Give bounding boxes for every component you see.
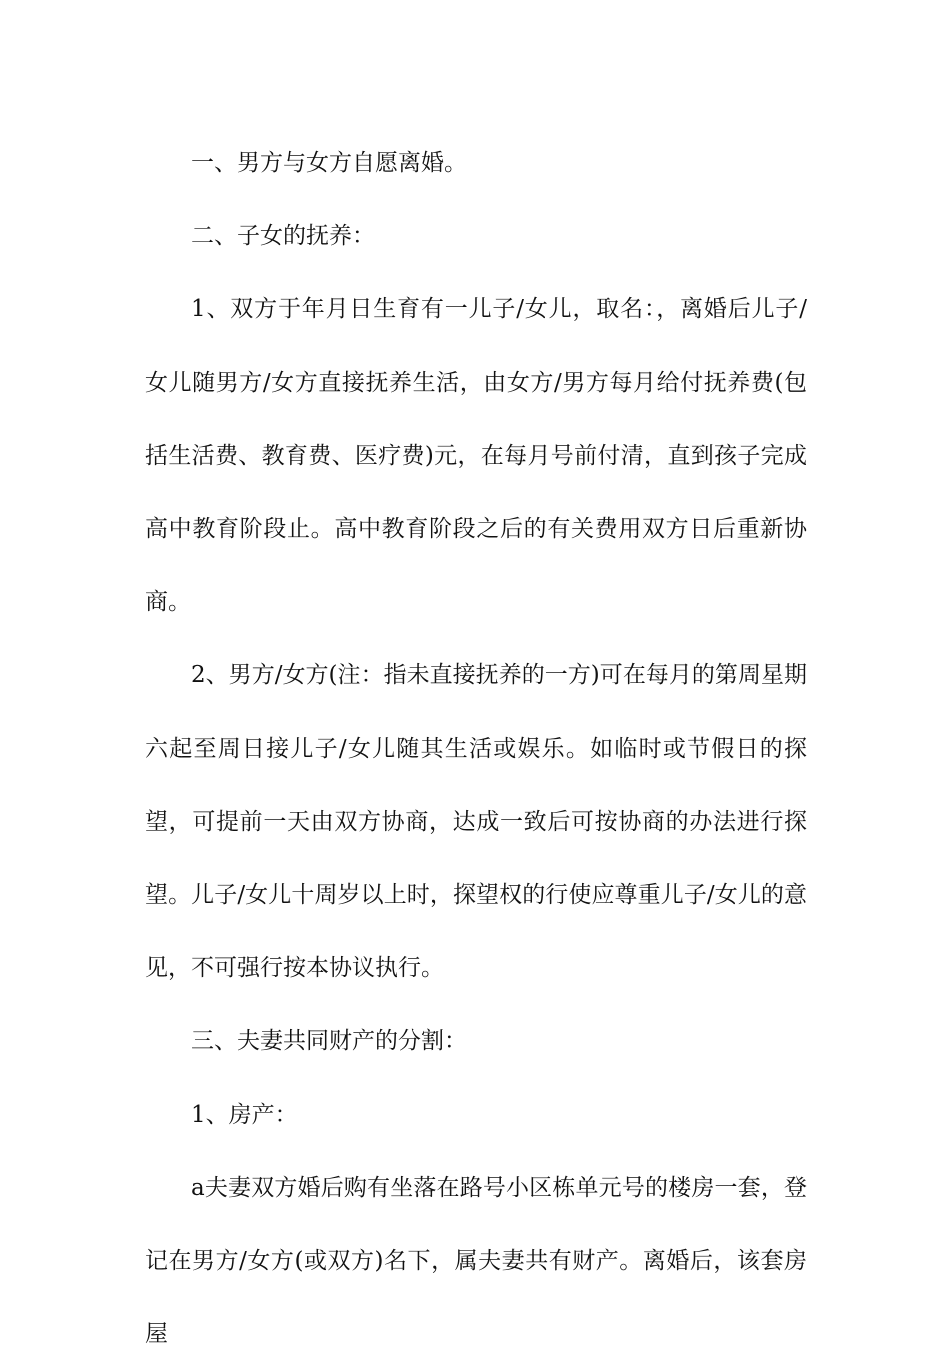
clause-heading-real-estate: 1、房产：: [191, 1101, 298, 1128]
clause-heading-divorce: 一、男方与女方自愿离婚。: [191, 150, 467, 176]
document-body: [145, 127, 807, 1371]
clause-heading-child-custody: 二、子女的抚养：: [191, 223, 375, 250]
clause-visitation: 2、男方/女方(注：指未直接抚养的一方)可在每月的第周星期六起至周日接儿子/女儿随其生活或娱乐。如临时或节假日的探望，可提前一天由双方协商，达成一致后可按协商的办法进行探望。儿子/女儿十周岁以上时，探望权的行使应尊重儿子/女儿的意见，不可强行按本协议执行。: [145, 662, 807, 982]
clause-real-estate-detail: a夫妻双方婚后购有坐落在路号小区栋单元号的楼房一套，登记在男方/女方(或双方)名下，属夫妻共有财产。离婚后，该套房屋: [145, 1174, 807, 1348]
clause-heading-property-division: 三、夫妻共同财产的分割：: [191, 1028, 467, 1055]
clause-child-support: 1、双方于年月日生育有一儿子/女儿，取名：，离婚后儿子/女儿随男方/女方直接抚养生活，由女方/男方每月给付抚养费(包括生活费、教育费、医疗费)元，在每月号前付清，直到孩子完成高中教育阶段止。高中教育阶段之后的有关费用双方日后重新协商。: [145, 296, 807, 616]
